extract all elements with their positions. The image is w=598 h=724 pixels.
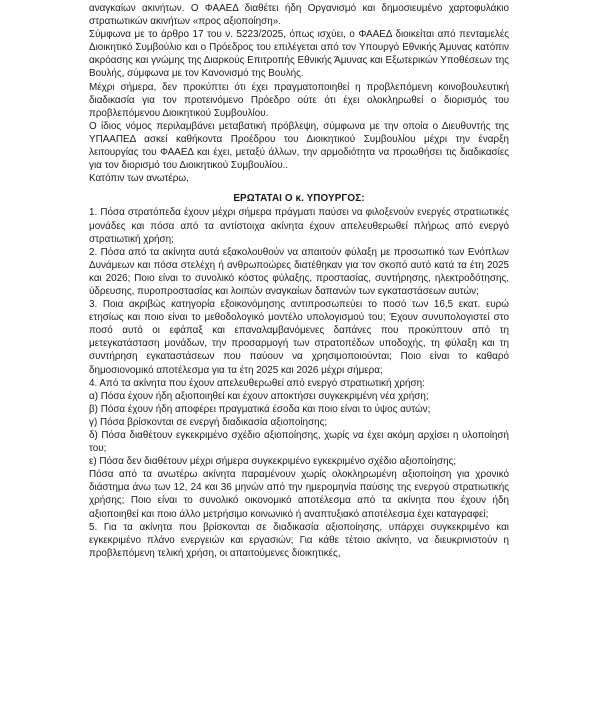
- question-item: 2. Πόσα από τα ακίνητα αυτά εξακολουθούν να απαιτούν φύλαξη με προσωπικό των Ενόπλων Δυνάμεων και πόσα στελέχη ή ανθρωποώρες διατέθηκαν για τον σκοπό αυτό κατά τα έτη 2025 και 2026; Ποιο είναι το συνολικό κόστος φύλαξης, προστασίας, συντήρησης, ηλεκτροδότησης, ύδρευσης, πυροπροστασίας και λοιπών αναγκαίων δαπανών των εγκαταστάσεων αυτών;: [89, 246, 509, 297]
- questions-heading: ΕΡΩΤΑΤΑΙ Ο κ. ΥΠΟΥΡΓΟΣ:: [233, 193, 365, 205]
- sub-item: ε) Πόσα δεν διαθέτουν μέχρι σήμερα συγκεκριμένο εγκεκριμένο σχέδιο αξιοποίησης;: [89, 456, 457, 468]
- intro-paragraph: Κατόπιν των ανωτέρω,: [89, 173, 189, 185]
- sub-item: β) Πόσα έχουν ήδη αποφέρει πραγματικά έσοδα και ποιο είναι το ύψος αυτών;: [89, 403, 431, 415]
- intro-paragraph: Ο ίδιος νόμος περιλαμβάνει μεταβατική πρόβλεψη, σύμφωνα με την οποία ο Διευθυντής της ΥΠΑΑΠΕΔ ασκεί καθήκοντα Προέδρου του Διοικητικού Συμβουλίου μέχρι την έναρξη λειτουργίας του ΦΑΑΕΔ και έχει, μεταξύ άλλων, την αρμοδιότητα να προωθήσει τις διαδικασίες για τον διορισμό του Διοικητικού Συμβουλίου..: [89, 120, 509, 172]
- sub-item: δ) Πόσα διαθέτουν εγκεκριμένο σχέδιο αξιοποίησης, χωρίς να έχει ακόμη αρχίσει η υλοποίησή του;: [89, 430, 509, 455]
- question-item: 5. Για τα ακίνητα που βρίσκονται σε διαδικασία αξιοποίησης, υπάρχει συγκεκριμένο και εγκεκριμένο πλάνο ενεργειών και εργασιών; Για κάθε τέτοιο ακίνητο, να διευκρινιστούν η προβλεπόμενη τελική χρήση, οι απαιτούμενες διοικητικές,: [89, 521, 509, 559]
- closing-paragraph: Πόσα από τα ανωτέρω ακίνητα παραμένουν χωρίς ολοκληρωμένη αξιοποίηση για χρονικό διάστημα άνω των 12, 24 και 36 μηνών από την ημερομηνία παύσης της ενεργού στρατιωτικής χρήσης; Ποιο είναι το συνολικό οικονομικό αποτέλεσμα από τα ακίνητα που έχουν ήδη αξιοποιηθεί και ποιο άλλο μετρήσιμο κοινωνικό ή αναπτυξιακό αποτέλεσμα έχει καταγραφεί;: [89, 469, 509, 520]
- document-body: [89, 2, 509, 560]
- intro-paragraph: Μέχρι σήμερα, δεν προκύπτει ότι έχει πραγματοποιηθεί η προβλεπόμενη κοινοβουλευτική διαδικασία για τον προτεινόμενο Πρόεδρο ούτε ότι έχει ολοκληρωθεί ο διορισμός του προβλεπόμενου Διοικητικού Συμβουλίου.: [89, 81, 509, 119]
- sub-item: α) Πόσα έχουν ήδη αξιοποιηθεί και έχουν αποκτήσει συγκεκριμένη νέα χρήση;: [89, 390, 429, 402]
- question-item: 1. Πόσα στρατόπεδα έχουν μέχρι σήμερα πράγματι παύσει να φιλοξενούν ενεργές στρατιωτικές μονάδες και πόσα από τα αντίστοιχα ακίνητα έχουν απελευθερωθεί πλήρως από ενεργό στρατιωτική χρήση;: [89, 207, 509, 245]
- intro-paragraph: Σύμφωνα με το άρθρο 17 του ν. 5223/2025, όπως ισχύει, ο ΦΑΑΕΔ διοικείται από πενταμελές Διοικητικό Συμβούλιο και ο Πρόεδρος του επιλέγεται από τον Υπουργό Εθνικής Άμυνας κατόπιν ακρόασης και γνώμης της Διαρκούς Επιτροπής Εθνικής Άμυνας και Εξωτερικών Υποθέσεων της Βουλής, σύμφωνα με τον Κανονισμό της Βουλής.: [89, 29, 509, 80]
- sub-item: γ) Πόσα βρίσκονται σε ενεργή διαδικασία αξιοποίησης;: [89, 416, 328, 428]
- question-item: 3. Ποια ακριβώς κατηγορία εξοικονόμησης αντιπροσωπεύει το ποσό των 16,5 εκατ. ευρώ ετησίως και ποιο είναι το μεθοδολογικό μοντέλο υπολογισμού του; Έχουν συνυπολογιστεί στο ποσό αυτό οι εφάπαξ και επαναλαμβανόμενες δαπάνες που προκύπτουν από τη μετεγκατάσταση μονάδων, την προσαρμογή των στρατοπέδων υποδοχής, τη φύλαξη και τη συντήρηση εγκαταστάσεων που παύουν να χρησιμοποιούνται; Ποιο είναι το καθαρό δημοσιονομικό αποτέλεσμα για τα έτη 2025 και 2026 μέχρι σήμερα;: [89, 299, 509, 376]
- question-item: 4. Από τα ακίνητα που έχουν απελευθερωθεί από ενεργό στρατιωτική χρήση:: [89, 377, 425, 389]
- intro-paragraph: αναγκαίων ακινήτων. Ο ΦΑΑΕΔ διαθέτει ήδη Οργανισμό και δημοσιευμένο χαρτοφυλάκιο στρατιωτικών ακινήτων «προς αξιοποίηση».: [89, 3, 509, 28]
